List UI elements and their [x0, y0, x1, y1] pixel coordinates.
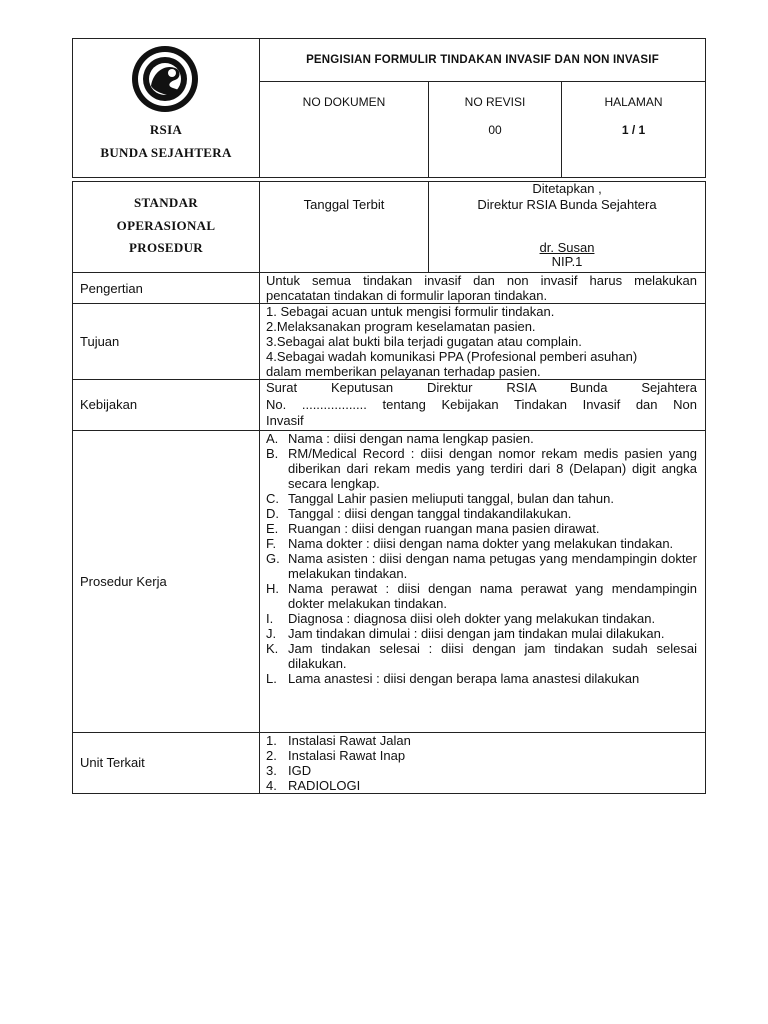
ditetapkan-label: Ditetapkan , — [532, 181, 602, 196]
list-item — [266, 431, 697, 446]
kebijakan-text — [260, 380, 706, 431]
tujuan-text — [260, 304, 706, 380]
list-item — [266, 611, 697, 626]
list-item-text: Tanggal Lahir pasien meliuputi tanggal, bulan dan tahun. — [288, 490, 614, 506]
list-item-key: A. — [266, 430, 279, 446]
list-item — [266, 641, 697, 671]
list-item — [266, 521, 697, 536]
list-item — [266, 733, 697, 748]
pengertian-line1: Untuk semua tindakan invasif dan non invasif harus melakukan — [266, 273, 697, 288]
list-item-key: B. — [266, 445, 279, 461]
tujuan-line3: 3.Sebagai alat bukti bila terjadi gugatan atau complain. — [266, 334, 582, 349]
list-item-key: J. — [266, 625, 277, 641]
halaman-cell — [562, 82, 706, 178]
list-item-key: 3. — [266, 762, 277, 778]
signer-nip: NIP.1 — [551, 254, 583, 269]
direktur-label: Direktur RSIA Bunda Sejahtera — [477, 197, 657, 212]
list-item-key: C. — [266, 490, 279, 506]
hospital-logo-cell — [73, 39, 260, 178]
tanggal-terbit-cell — [260, 182, 429, 273]
sop-label-cell — [73, 182, 260, 273]
prosedur-kerja-label: Prosedur Kerja — [73, 430, 260, 732]
list-item-text: RM/Medical Record : diisi dengan nomor rekam medis pasien yang diberikan dari rekam medis yang terdiri dari 8 (Delapan) digit angka secara lengkap. — [288, 445, 697, 491]
sop-body-table — [72, 181, 706, 794]
list-item — [266, 626, 697, 641]
no-dokumen-label: NO DOKUMEN — [302, 95, 386, 109]
list-item-key: 1. — [266, 732, 277, 748]
unit-terkait-list — [260, 732, 706, 793]
list-item-text: IGD — [288, 762, 312, 778]
kebijakan-line2: No. .................. tentang Kebijakan Tindakan Invasif dan Non — [266, 396, 697, 412]
list-item-key: 2. — [266, 747, 277, 763]
tujuan-label: Tujuan — [73, 304, 260, 380]
list-item-key: K. — [266, 640, 279, 656]
hospital-logo — [115, 42, 215, 114]
list-item — [266, 581, 697, 611]
tanggal-terbit-label: Tanggal Terbit — [303, 197, 385, 212]
header-table — [72, 38, 706, 178]
list-item-text: Diagnosa : diagnosa diisi oleh dokter yang melakukan tindakan. — [288, 610, 656, 626]
list-item — [266, 671, 697, 686]
list-item — [266, 778, 697, 793]
ditetapkan-cell — [429, 182, 706, 273]
sop-label-line1: STANDAR — [134, 195, 198, 210]
signer-name: dr. Susan — [539, 240, 595, 255]
list-item-text: Nama perawat : diisi dengan nama perawat yang mendampingin dokter melakukan tindakan. — [288, 580, 697, 611]
list-item-text: Instalasi Rawat Inap — [288, 747, 406, 763]
list-item-key: F. — [266, 535, 277, 551]
sop-label-line3: PROSEDUR — [129, 240, 203, 255]
unit-terkait-label: Unit Terkait — [73, 732, 260, 793]
list-item-key: L. — [266, 670, 277, 686]
kebijakan-label: Kebijakan — [73, 380, 260, 431]
list-item — [266, 551, 697, 581]
kebijakan-line1: Surat Keputusan Direktur RSIA Bunda Sejahtera — [266, 380, 697, 395]
list-item-text: RADIOLOGI — [288, 777, 361, 793]
list-item — [266, 763, 697, 778]
list-item-text: Lama anastesi : diisi dengan berapa lama anastesi dilakukan — [288, 670, 640, 686]
hospital-name-line1: RSIA — [149, 122, 183, 137]
list-item — [266, 446, 697, 491]
tujuan-line4: 4.Sebagai wadah komunikasi PPA (Profesional pemberi asuhan) — [266, 349, 638, 364]
halaman-label: HALAMAN — [604, 95, 663, 109]
no-dokumen-cell — [260, 82, 429, 178]
no-revisi-cell — [429, 82, 562, 178]
list-item — [266, 536, 697, 551]
list-item-text: Nama : diisi dengan nama lengkap pasien. — [288, 430, 534, 446]
list-item — [266, 748, 697, 763]
kebijakan-line3: Invasif — [266, 413, 304, 428]
prosedur-kerja-list — [260, 430, 706, 732]
list-item-key: D. — [266, 505, 279, 521]
sop-label-line2: OPERASIONAL — [116, 217, 216, 233]
list-item-text: Nama asisten : diisi dengan nama petugas yang mendampingin dokter melakukan tindakan. — [288, 550, 697, 581]
no-revisi-label: NO REVISI — [464, 95, 526, 109]
hospital-name-line2: BUNDA SEJAHTERA — [100, 145, 232, 160]
pengertian-text — [260, 273, 706, 304]
list-item — [266, 506, 697, 521]
list-item-text: Ruangan : diisi dengan ruangan mana pasien dirawat. — [288, 520, 600, 536]
document-title: PENGISIAN FORMULIR TINDAKAN INVASIF DAN NON INVASIF — [260, 39, 706, 82]
list-item-key: H. — [266, 580, 279, 596]
sop-document — [72, 38, 705, 794]
pengertian-line2: pencatatan tindakan di formulir laporan tindakan. — [266, 288, 548, 303]
list-item — [266, 491, 697, 506]
list-item-text: Instalasi Rawat Jalan — [288, 732, 411, 748]
list-item-key: 4. — [266, 777, 277, 793]
list-item-text: Nama dokter : diisi dengan nama dokter yang melakukan tindakan. — [288, 535, 674, 551]
no-revisi-value: 00 — [488, 123, 502, 137]
list-item-text: Tanggal : diisi dengan tanggal tindakandilakukan. — [288, 505, 572, 521]
halaman-value: 1 / 1 — [621, 123, 646, 137]
list-item-key: I. — [266, 610, 274, 626]
list-item-key: G. — [266, 550, 280, 566]
tujuan-line2: 2.Melaksanakan program keselamatan pasien. — [266, 319, 536, 334]
tujuan-line5: dalam memberikan pelayanan terhadap pasien. — [266, 364, 541, 379]
list-item-key: E. — [266, 520, 279, 536]
pengertian-label: Pengertian — [73, 273, 260, 304]
tujuan-line1: 1. Sebagai acuan untuk mengisi formulir tindakan. — [266, 304, 555, 319]
list-item-text: Jam tindakan selesai : diisi dengan jam tindakan sudah selesai dilakukan. — [288, 640, 697, 671]
list-item-text: Jam tindakan dimulai : diisi dengan jam tindakan mulai dilakukan. — [288, 625, 665, 641]
mother-child-logo-icon — [115, 42, 215, 114]
